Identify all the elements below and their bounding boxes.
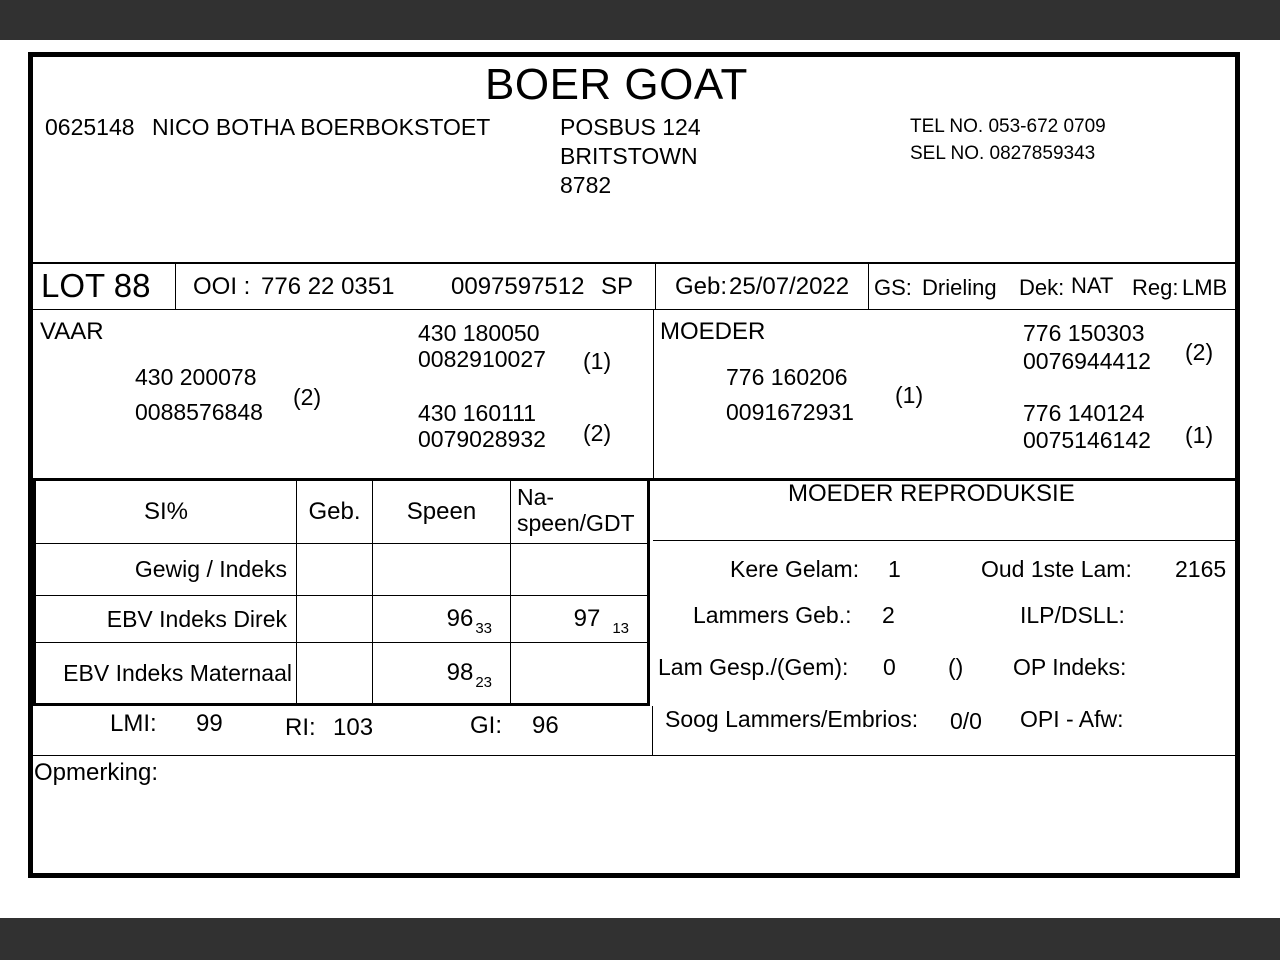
dam-dam-id: 776 140124 <box>1023 400 1145 426</box>
dam-sire-reg: 0076944412 <box>1023 348 1151 374</box>
sire-sire-id: 430 180050 <box>418 320 540 346</box>
naspeen-header-line2: speen/GDT <box>517 510 635 536</box>
naspeen-col-header <box>511 481 647 544</box>
sire-dam-id: 430 160111 <box>418 400 537 426</box>
opi-afw-label: OPI - Afw: <box>1020 706 1124 732</box>
lot-row-divider-2 <box>655 264 656 309</box>
direk-speen-accuracy: 33 <box>475 619 492 637</box>
dam-id: 776 160206 <box>726 364 848 390</box>
si-col-header <box>36 481 297 544</box>
sire-sire-note: (1) <box>583 348 612 374</box>
direk-row-label: EBV Indeks Direk <box>106 605 287 632</box>
direk-naspeen-cell <box>511 596 647 643</box>
gewig-geb-cell <box>297 544 373 596</box>
sire-section-label: VAAR <box>40 318 104 345</box>
lot-row-divider-3 <box>868 264 869 309</box>
cell-number: SEL NO. 0827859343 <box>910 143 1096 164</box>
sire-dam-note: (2) <box>583 420 612 446</box>
lot-number: LOT 88 <box>41 267 151 304</box>
ooi-flag: SP <box>601 273 634 300</box>
maternaal-geb-cell <box>297 643 373 703</box>
member-number: 0625148 <box>45 114 135 140</box>
tel-number: TEL NO. 053-672 0709 <box>910 116 1106 137</box>
lot-row-divider-1 <box>175 264 176 309</box>
gi-value: 96 <box>532 712 559 739</box>
lam-gesp-gem: () <box>948 654 964 680</box>
oud-1ste-lam-label: Oud 1ste Lam: <box>981 556 1132 582</box>
naspeen-header-line1: Na- <box>517 484 555 510</box>
pedigree-divider <box>653 310 654 478</box>
sire-sire-reg: 0082910027 <box>418 346 546 372</box>
oud-1ste-lam-value: 2165 <box>1175 556 1227 582</box>
kere-gelam-value: 1 <box>888 556 901 582</box>
address-line-2: BRITSTOWN <box>560 143 698 169</box>
gewig-row-label-cell <box>36 544 297 596</box>
gs-label: GS: <box>874 275 912 300</box>
maternaal-speen-accuracy: 23 <box>475 673 492 691</box>
reproduction-header-divider <box>653 540 1235 541</box>
direk-geb-cell <box>297 596 373 643</box>
stud-name: NICO BOTHA BOERBOKSTOET <box>152 114 491 140</box>
maternaal-row-label: EBV Indeks Maternaal <box>63 659 292 686</box>
si-col-header-label: SI% <box>143 498 188 525</box>
maternaal-speen-value: 98 <box>446 659 474 686</box>
ooi-id: 776 22 0351 <box>261 273 395 300</box>
speen-col-header-label: Speen <box>406 498 477 525</box>
geb-date: 25/07/2022 <box>729 273 850 300</box>
gs-value: Drieling <box>922 275 997 300</box>
ooi-label: OOI : <box>193 273 251 300</box>
maternaal-row-label-cell <box>36 643 297 703</box>
dek-label: Dek: <box>1019 275 1065 300</box>
kere-gelam-label: Kere Gelam: <box>730 556 860 582</box>
dam-section-label: MOEDER <box>660 318 766 345</box>
ilp-dsll-label: ILP/DSLL: <box>1020 602 1125 628</box>
soog-lammers-value: 0/0 <box>950 708 982 734</box>
geb-col-header <box>297 481 373 544</box>
direk-naspeen-value: 97 <box>573 605 601 632</box>
dam-note: (1) <box>895 382 924 408</box>
ri-value: 103 <box>333 714 374 741</box>
lot-row <box>33 262 1235 310</box>
ri-label: RI: <box>285 714 316 741</box>
reg-label: Reg: <box>1132 275 1179 300</box>
gi-label: GI: <box>470 712 503 739</box>
soog-lammers-label: Soog Lammers/Embrios: <box>665 706 919 732</box>
reg-value: LMB <box>1182 275 1228 300</box>
direk-speen-value: 96 <box>446 605 474 632</box>
reproduction-title: MOEDER REPRODUKSIE <box>788 480 1075 507</box>
dam-sire-note: (2) <box>1185 339 1214 365</box>
dam-dam-reg: 0075146142 <box>1023 427 1151 453</box>
indices-right-divider <box>652 706 653 755</box>
letterbox-bottom <box>0 918 1280 960</box>
address-line-3: 8782 <box>560 172 612 198</box>
dam-dam-note: (1) <box>1185 422 1214 448</box>
dek-value: NAT <box>1071 273 1114 298</box>
op-indeks-label: OP Indeks: <box>1013 654 1127 680</box>
lammers-geb-label: Lammers Geb.: <box>693 602 852 628</box>
direk-row-label-cell <box>36 596 297 643</box>
maternaal-naspeen-cell <box>511 643 647 703</box>
si-table <box>33 478 650 706</box>
gewig-speen-cell <box>373 544 511 596</box>
gewig-naspeen-cell <box>511 544 647 596</box>
catalog-card <box>28 52 1240 878</box>
sire-note: (2) <box>293 384 322 410</box>
ooi-registration: 0097597512 <box>451 273 585 300</box>
letterbox-top <box>0 0 1280 40</box>
sire-id: 430 200078 <box>135 364 257 390</box>
gewig-row-label: Gewig / Indeks <box>134 556 287 582</box>
lammers-geb-value: 2 <box>882 602 895 628</box>
lmi-value: 99 <box>196 710 223 737</box>
speen-col-header <box>373 481 511 544</box>
direk-speen-cell <box>373 596 511 643</box>
lam-gesp-label: Lam Gesp./(Gem): <box>658 654 849 680</box>
address-line-1: POSBUS 124 <box>560 114 701 140</box>
sire-reg: 0088576848 <box>135 399 263 425</box>
sire-dam-reg: 0079028932 <box>418 426 546 452</box>
dam-reg: 0091672931 <box>726 399 854 425</box>
lmi-label: LMI: <box>110 710 157 737</box>
geb-col-header-label: Geb. <box>308 498 361 525</box>
geb-label: Geb: <box>675 273 728 300</box>
dam-sire-id: 776 150303 <box>1023 320 1145 346</box>
lam-gesp-value: 0 <box>883 654 896 680</box>
page-title: BOER GOAT <box>485 60 748 109</box>
direk-naspeen-accuracy: 13 <box>612 619 629 637</box>
remarks-label: Opmerking: <box>34 759 159 786</box>
remarks-top-divider <box>33 755 1235 756</box>
maternaal-speen-cell <box>373 643 511 703</box>
